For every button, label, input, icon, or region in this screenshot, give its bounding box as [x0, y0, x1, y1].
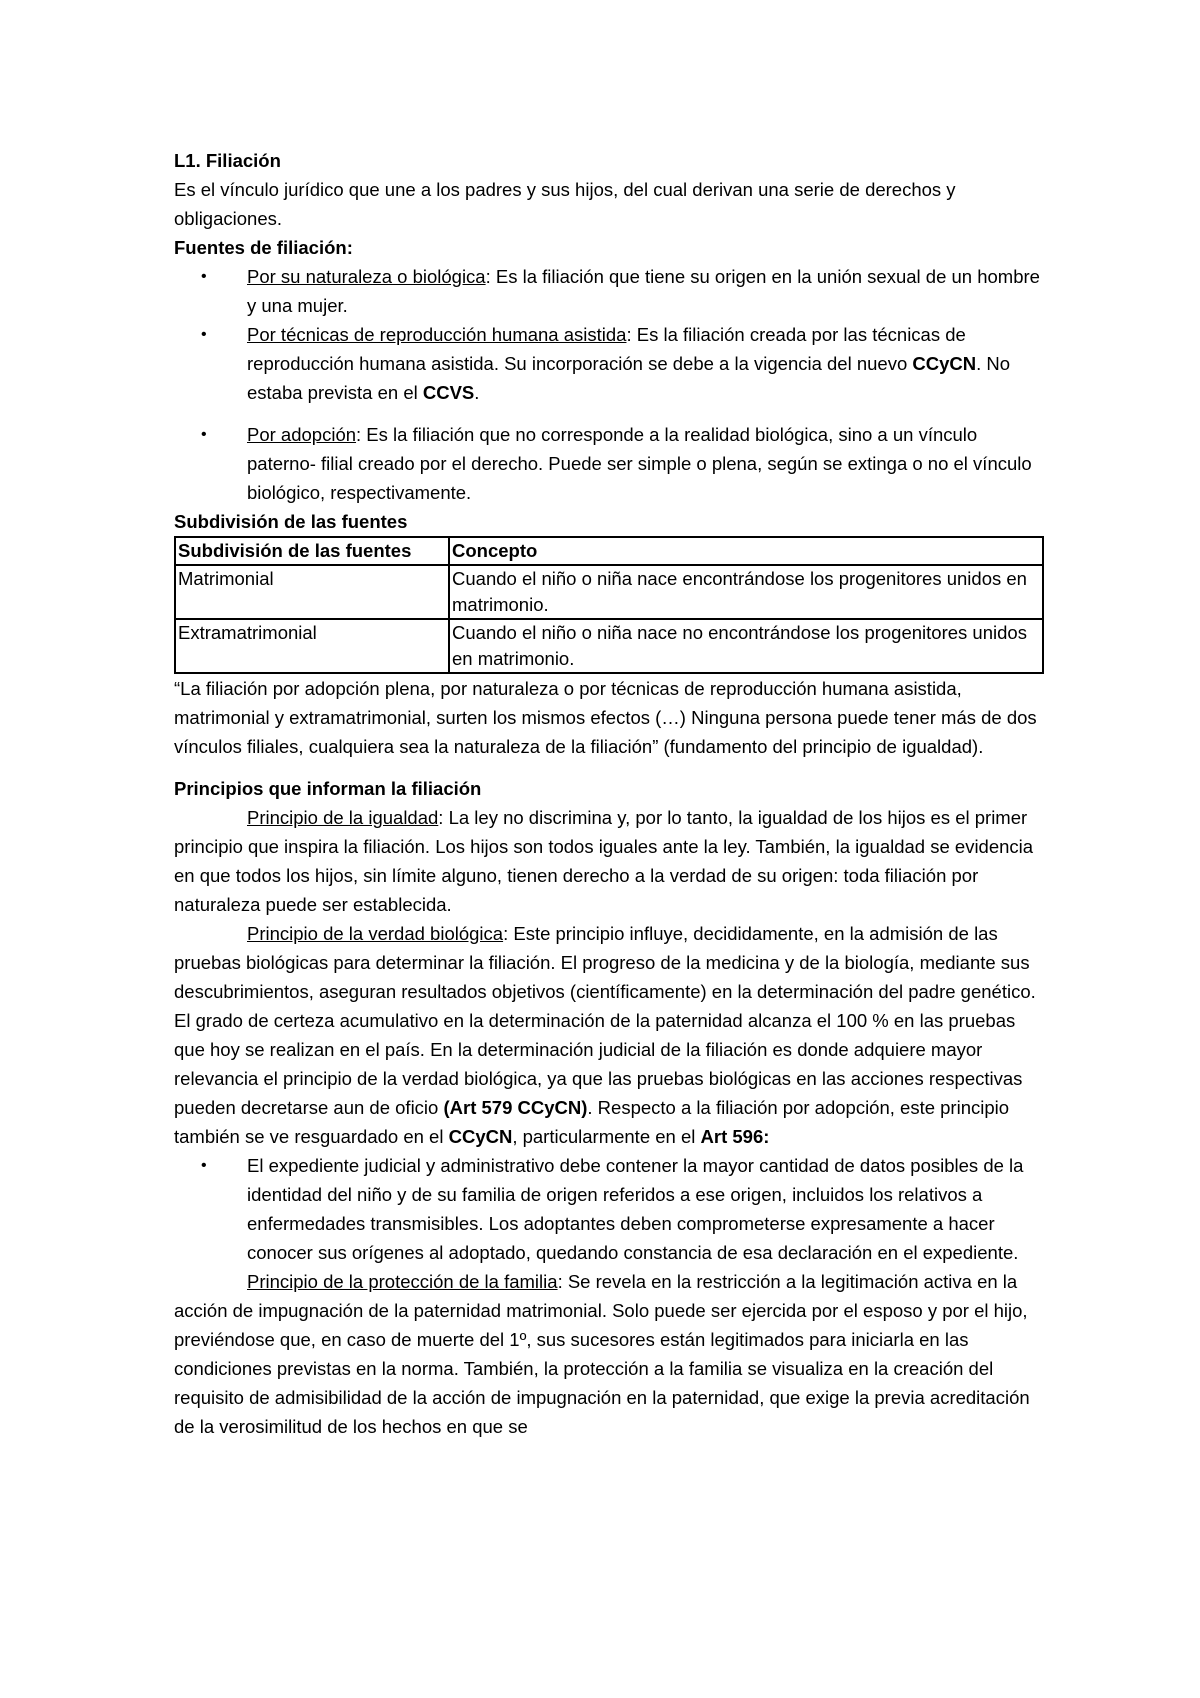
subdivision-table [174, 536, 1044, 674]
subdivision-heading: Subdivisión de las fuentes [174, 511, 408, 532]
table-cell: Matrimonial [175, 565, 449, 619]
sources-heading: Fuentes de filiación: [174, 237, 353, 258]
table-row [175, 619, 1043, 673]
table-cell: Cuando el niño o niña nace no encontrándose los progenitores unidos en matrimonio. [449, 619, 1043, 673]
table-row [175, 565, 1043, 619]
table-cell: Cuando el niño o niña nace encontrándose los progenitores unidos en matrimonio. [449, 565, 1043, 619]
bullet-icon: • [201, 326, 207, 343]
intro-paragraph: Es el vínculo jurídico que une a los padres y sus hijos, del cual derivan una serie de derechos y obligaciones. [174, 179, 956, 229]
principle-biological-truth: Principio de la verdad biológica: Este principio influye, decididamente, en la admisión de las pruebas biológicas para determinar la filiación. El progreso de la medicina y de la biología, mediante sus descubrimientos, aseguran resultados objetivos (científicamente) en la determinación del padre genético. El grado de certeza acumulativo en la determinación de la paternidad alcanza el 100 % en las pruebas que hoy se realizan en el país. En la determinación judicial de la filiación es donde adquiere mayor relevancia el principio de la verdad biológica, ya que las pruebas biológicas en las acciones respectivas pueden decretarse aun de oficio (Art 579 CCyCN). Respecto a la filiación por adopción, este principio también se ve resguardado en el CCyCN, particularmente en el Art 596: [174, 923, 1036, 1147]
table-header-cell: Concepto [449, 537, 1043, 565]
page-title: L1. Filiación [174, 150, 281, 171]
principle-equality: Principio de la igualdad: La ley no discrimina y, por lo tanto, la igualdad de los hijos es el primer principio que inspira la filiación. Los hijos son todos iguales ante la ley. También, la igualdad se evidencia en que todos los hijos, sin límite alguno, tienen derecho a la verdad de su origen: toda filiación por naturaleza puede ser establecida. [174, 807, 1034, 915]
bullet-icon: • [201, 426, 207, 443]
document-body [174, 146, 1042, 1441]
table-header-row [175, 537, 1043, 565]
principle-family-protection: Principio de la protección de la familia: Se revela en la restricción a la legitimación activa en la acción de impugnación de la paternidad matrimonial. Solo puede ser ejercida por el esposo y por el hijo, previéndose que, en caso de muerte del 1º, sus sucesores están legitimados para iniciarla en las condiciones previstas en la norma. También, la protección a la familia se visualiza en la creación del requisito de admisibilidad de la acción de impugnación en la paternidad, que exige la previa acreditación de la verosimilitud de los hechos en que se [174, 1271, 1030, 1437]
table-cell: Extramatrimonial [175, 619, 449, 673]
art-596-bullet: • El expediente judicial y administrativo debe contener la mayor cantidad de datos posibles de la identidad del niño y de su familia de origen referidos a ese origen, incluidos los relativos a enfermedades transmisibles. Los adoptantes deben comprometerse expresamente a hacer conocer sus orígenes al adoptado, quedando constancia de esa declaración en el expediente. [174, 1151, 1042, 1267]
bullet-icon: • [201, 268, 207, 285]
principles-heading: Principios que informan la filiación [174, 778, 482, 799]
source-item-assisted: • Por técnicas de reproducción humana asistida: Es la filiación creada por las técnicas de reproducción humana asistida. Su incorporación se debe a la vigencia del nuevo CCyCN. No estaba prevista en el CCVS. [174, 320, 1042, 407]
source-item-natural: • Por su naturaleza o biológica: Es la filiación que tiene su origen en la unión sexual de un hombre y una mujer. [174, 262, 1042, 320]
bullet-icon: • [201, 1157, 207, 1174]
table-header-cell: Subdivisión de las fuentes [175, 537, 449, 565]
source-item-adoption: • Por adopción: Es la filiación que no corresponde a la realidad biológica, sino a un vínculo paterno- filial creado por el derecho. Puede ser simple o plena, según se extinga o no el vínculo biológico, respectivamente. [174, 420, 1042, 507]
quote-paragraph: “La filiación por adopción plena, por naturaleza o por técnicas de reproducción humana asistida, matrimonial y extramatrimonial, surten los mismos efectos (…) Ninguna persona puede tener más de dos vínculos filiales, cualquiera sea la naturaleza de la filiación” (fundamento del principio de igualdad). [174, 678, 1037, 757]
